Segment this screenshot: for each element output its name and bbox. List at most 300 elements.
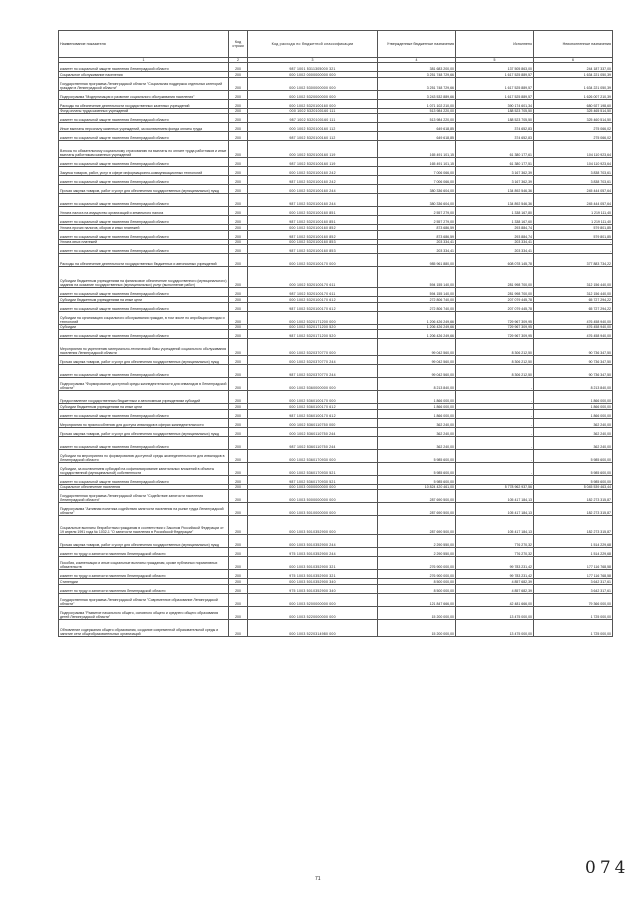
row-unexecuted-cell: 104 110 923,64 [534,158,613,167]
row-name-cell: комитет по социальной защите населения Ленинградской области [59,409,229,418]
row-classification-cell: 987 1002 5320370770 244 [248,365,378,378]
row-classification-cell: 000 1002 5320100170 611 [248,267,378,288]
row-executed-cell: 1 338 167,80 [456,207,534,216]
row-executed-cell: 99 783 231,42 [456,570,534,579]
row-name-cell: Субсидии, за исключением субсидий на софинансирование капитальных вложений в объекты государственной (муниципальной) собственности [59,462,229,475]
row-name-cell: Прочая закупка товаров, работ и услуг для обеспечения государственных (муниципальных) нужд [59,535,229,548]
row-name-cell: Обновление содержания общего образования, создание современной образовательной среды и занятие сети общеобразовательных организаций [59,619,229,636]
row-approved-cell: 1 866 000,00 [378,409,456,418]
table-row [59,475,613,484]
table-row [59,176,613,185]
row-classification-cell: 000 1002 5320100170 000 [248,254,378,267]
row-unexecuted-cell: 1 626 007 210,39 [534,90,613,99]
row-approved-cell: 5 985 600,00 [378,475,456,484]
row-code-cell: 200 [229,114,248,123]
row-code-cell: 200 [229,302,248,311]
row-name-cell: Подпрограмма "Активная политика содействия занятости населения на рынке труда Ленинградской области" [59,503,229,516]
row-classification-cell: 987 1002 5360170930 521 [248,475,378,484]
row-approved-cell: 165 491 101,15 [378,141,456,158]
header-indicator-name: Наименование показателя [59,31,229,58]
row-approved-cell: 1 071 102 210,00 [378,99,456,108]
table-header-row [59,31,613,58]
row-name-cell: Уплата прочих налогов, сборов и иных платежей [59,225,229,231]
row-executed-cell: 3 167 362,39 [456,176,534,185]
row-name-cell: комитет по труду и занятости населения Ленинградской области [59,584,229,593]
row-approved-cell: 2 557 279,00 [378,207,456,216]
table-row [59,570,613,579]
row-code-cell: 200 [229,339,248,356]
table-row [59,267,613,288]
row-code-cell: 200 [229,324,248,330]
row-name-cell: Субсидии на организацию социального обслуживания граждан, в том числе по апробации методик и технологий [59,311,229,324]
budget-execution-table [58,30,613,637]
table-row [59,409,613,418]
table-body [59,63,613,637]
column-number: 3 [248,58,378,63]
row-approved-cell: 99 042 560,00 [378,339,456,356]
row-classification-cell: 000 1002 5320100160 851 [248,207,378,216]
row-name-cell: Социальные выплаты безработным гражданам в соответствии с Законом Российской Федерации от 19 апреля 1991 года № 1032-1 "О занятости населения в Российской Федерации" [59,516,229,535]
row-unexecuted-cell: 79 366 000,00 [534,593,613,606]
row-approved-cell: 380 336 604,00 [378,185,456,194]
table-row [59,449,613,462]
table-row [59,490,613,503]
row-name-cell: Субсидии бюджетным учреждениям на иные цели [59,297,229,303]
row-code-cell: 200 [229,123,248,132]
row-code-cell: 200 [229,141,248,158]
row-code-cell: 200 [229,619,248,636]
row-classification-cell: 000 1002 5320100160 242 [248,167,378,176]
row-unexecuted-cell: 65 727 294,22 [534,302,613,311]
row-name-cell: Прочая закупка товаров, работ и услуг для обеспечения государственных (муниципальных) нужд [59,427,229,436]
row-code-cell: 200 [229,365,248,378]
row-approved-cell: 594 155 140,00 [378,267,456,288]
row-approved-cell: 1 206 426 249,66 [378,324,456,330]
row-code-cell: 200 [229,356,248,365]
row-approved-cell: 1 206 426 249,66 [378,311,456,324]
row-executed-cell: 134 892 546,36 [456,194,534,207]
table-row [59,63,613,72]
row-unexecuted-cell: 579 801,85 [534,225,613,231]
row-unexecuted-cell: 90 736 347,50 [534,365,613,378]
row-approved-cell: 362 240,00 [378,436,456,449]
row-classification-cell: 000 1003 5200000000 000 [248,593,378,606]
row-executed-cell: 13 475 000,00 [456,606,534,619]
row-name-cell: Взносы по обязательному социальному страхованию на выплаты по оплате труда работников и иные выплаты работникам казенных учреждений [59,141,229,158]
row-executed-cell: 203 334,41 [456,245,534,254]
row-unexecuted-cell: 65 727 294,22 [534,297,613,303]
row-classification-cell: 975 1003 5010352900 340 [248,584,378,593]
row-executed-cell: 137 505 863,00 [456,63,534,72]
row-unexecuted-cell: 5 985 600,00 [534,462,613,475]
row-approved-cell: 287 690 500,00 [378,503,456,516]
row-name-cell: комитет по социальной защите населения Ленинградской области [59,158,229,167]
page-number: 71 [315,876,321,882]
row-code-cell: 200 [229,409,248,418]
row-executed-cell: 188 523 705,50 [456,108,534,114]
row-name-cell: Субсидии бюджетным учреждениям на финансовое обеспечение государственного (муниципального) задания на оказание государственных (муниципальных) услуг (выполнение работ) [59,267,229,288]
row-classification-cell: 987 1002 5360110750 244 [248,436,378,449]
row-approved-cell: 594 155 140,00 [378,288,456,297]
row-executed-cell: 281 998 700,00 [456,288,534,297]
row-unexecuted-cell: 362 240,00 [534,427,613,436]
row-code-cell: 200 [229,99,248,108]
row-unexecuted-cell: 90 736 347,50 [534,339,613,356]
row-approved-cell: 10 824 420 461,00 [378,484,456,490]
column-number: 1 [59,58,229,63]
row-name-cell: комитет по социальной защите населения Ленинградской области [59,216,229,225]
row-approved-cell: 2 557 279,00 [378,216,456,225]
row-approved-cell: 272 806 740,00 [378,297,456,303]
row-approved-cell: 203 334,41 [378,245,456,254]
row-executed-cell: 776 270,32 [456,548,534,557]
row-approved-cell: 5 985 600,00 [378,462,456,475]
row-executed-cell: 8 306 212,50 [456,365,534,378]
row-name-cell: Иные выплаты персоналу казенных учреждений, за исключением фонда оплаты труда [59,123,229,132]
table-row [59,90,613,99]
row-unexecuted-cell: 90 736 347,50 [534,356,613,365]
row-name-cell: Мероприятия по приспособлению для доступа инвалидов в сферах жизнедеятельности [59,418,229,427]
row-executed-cell: 1 617 525 889,57 [456,72,534,78]
row-name-cell: Прочая закупка товаров, работ и услуг для обеспечения государственных (муниципальных) нужд [59,185,229,194]
row-code-cell: 200 [229,311,248,324]
row-code-cell: 200 [229,584,248,593]
row-name-cell: Закупка товаров, работ, услуг в сфере информационно-коммуникационных технологий [59,167,229,176]
table-row [59,503,613,516]
row-classification-cell: 000 1002 5320100160 112 [248,123,378,132]
row-approved-cell: 649 618,85 [378,132,456,141]
row-code-cell: 200 [229,378,248,391]
row-executed-cell: - [456,475,534,484]
row-executed-cell: 8 306 212,50 [456,339,534,356]
row-executed-cell: 99 783 231,42 [456,557,534,570]
row-code-cell: 200 [229,216,248,225]
row-code-cell: 200 [229,449,248,462]
row-unexecuted-cell: 476 458 940,00 [534,311,613,324]
row-name-cell: Фонд оплаты труда казенных учреждений [59,108,229,114]
row-executed-cell: 776 270,32 [456,535,534,548]
row-classification-cell: 000 1002 5360170930 521 [248,462,378,475]
row-code-cell: 200 [229,404,248,410]
row-code-cell: 200 [229,490,248,503]
table-row [59,311,613,324]
row-classification-cell: 000 1002 5300000000 000 [248,77,378,90]
row-code-cell: 200 [229,475,248,484]
row-classification-cell: 987 1002 5320100160 853 [248,245,378,254]
row-name-cell: Социальное обслуживание населения [59,72,229,78]
table-row [59,516,613,535]
row-classification-cell: 987 1002 5320100160 119 [248,158,378,167]
row-unexecuted-cell: 1 514 229,68 [534,535,613,548]
row-name-cell: комитет по социальной защите населения Ленинградской области [59,132,229,141]
table-row [59,207,613,216]
row-executed-cell: 134 892 546,36 [456,185,534,194]
row-unexecuted-cell: 3 642 317,61 [534,579,613,585]
row-code-cell: 200 [229,427,248,436]
row-approved-cell: 7 006 066,00 [378,176,456,185]
row-executed-cell: - [456,409,534,418]
row-unexecuted-cell: 362 240,00 [534,436,613,449]
row-unexecuted-cell: 377 883 734,22 [534,254,613,267]
row-classification-cell: 000 1002 5320100160 119 [248,141,378,158]
row-name-cell: комитет по социальной защите населения Ленинградской области [59,230,229,239]
row-unexecuted-cell: 104 110 923,64 [534,141,613,158]
column-number: 6 [534,58,613,63]
row-unexecuted-cell: 312 156 440,00 [534,267,613,288]
table-row [59,606,613,619]
row-classification-cell: 000 1003 5000000000 000 [248,490,378,503]
row-executed-cell: 207 079 445,78 [456,302,534,311]
row-classification-cell: 000 1002 5320171200 520 [248,324,378,330]
row-code-cell: 200 [229,516,248,535]
row-name-cell: Уплата налога на имущество организаций и земельного налога [59,207,229,216]
row-classification-cell: 000 1003 5220000000 000 [248,606,378,619]
row-classification-cell: 987 1002 5320100160 852 [248,230,378,239]
row-code-cell: 200 [229,297,248,303]
row-unexecuted-cell: 476 458 940,00 [534,330,613,339]
header-unexecuted: Неисполненные назначения [534,31,613,58]
table-row [59,185,613,194]
row-classification-cell: 000 1003 5010352900 321 [248,557,378,570]
row-classification-cell: 987 1002 5320100170 612 [248,302,378,311]
row-name-cell: комитет по социальной защите населения Ленинградской области [59,63,229,72]
row-unexecuted-cell: 1 219 111,40 [534,216,613,225]
row-code-cell: 200 [229,167,248,176]
row-classification-cell: 000 1002 5320000000 000 [248,90,378,99]
table-row [59,584,613,593]
row-approved-cell: 362 240,00 [378,427,456,436]
row-classification-cell: 000 1003 5010352900 244 [248,535,378,548]
row-code-cell: 200 [229,239,248,245]
table-row [59,141,613,158]
row-classification-cell: 000 1002 5320100160 244 [248,185,378,194]
row-name-cell: Расходы на обеспечение деятельности государственных бюджетных и автономных учреждений [59,254,229,267]
row-executed-cell: 207 079 445,78 [456,297,534,303]
row-name-cell: комитет по труду и занятости населения Ленинградской области [59,548,229,557]
row-classification-cell: 000 1002 5320100160 852 [248,225,378,231]
row-unexecuted-cell: 1 634 221 050,39 [534,77,613,90]
row-approved-cell: 15 200 000,00 [378,619,456,636]
row-classification-cell: 975 1003 5010352900 321 [248,570,378,579]
row-unexecuted-cell: 1 866 000,00 [534,409,613,418]
row-classification-cell: 987 1001 5311305000 321 [248,63,378,72]
row-approved-cell: 287 690 500,00 [378,490,456,503]
row-classification-cell: 987 1002 5320100160 111 [248,114,378,123]
row-unexecuted-cell: 177 116 768,58 [534,570,613,579]
table-row [59,557,613,570]
row-name-cell: Государственная программа Ленинградской области "Современное образование Ленинградской области" [59,593,229,606]
row-classification-cell: 000 1002 5360110750 244 [248,427,378,436]
header-line-code: Код строки [229,31,248,58]
row-unexecuted-cell: 8 213 840,00 [534,378,613,391]
row-code-cell: 200 [229,225,248,231]
row-code-cell: 200 [229,108,248,114]
row-unexecuted-cell: 275 066,02 [534,132,613,141]
header-budget-classification: Код расхода по бюджетной классификации [248,31,378,58]
archive-stamp-number: 074 [585,858,630,878]
row-code-cell: 200 [229,436,248,449]
budget-report-sheet [58,30,611,637]
row-code-cell: 200 [229,176,248,185]
table-row [59,462,613,475]
row-name-cell: Стипендии [59,579,229,585]
row-executed-cell: 729 967 309,95 [456,311,534,324]
table-row [59,391,613,404]
row-unexecuted-cell: 182 273 315,87 [534,503,613,516]
row-name-cell: Прочая закупка товаров, работ и услуг для обеспечения государственных (муниципальных) нужд [59,356,229,365]
row-code-cell: 200 [229,557,248,570]
row-executed-cell: 4 857 682,39 [456,584,534,593]
row-unexecuted-cell: 3 838 703,61 [534,167,613,176]
row-classification-cell: 987 1002 5360100170 612 [248,409,378,418]
row-classification-cell: 000 1003 5220314980 000 [248,619,378,636]
row-classification-cell: 000 1002 5320370770 244 [248,356,378,365]
row-executed-cell: 293 884,74 [456,230,534,239]
table-row [59,418,613,427]
row-executed-cell: 729 967 309,95 [456,330,534,339]
row-executed-cell: 608 078 145,78 [456,254,534,267]
row-name-cell: Подпрограмма "Развитие начального общего, основного общего и среднего общего образования детей Ленинградской области" [59,606,229,619]
row-approved-cell: 513 984 220,00 [378,108,456,114]
row-executed-cell: 3 167 362,39 [456,167,534,176]
row-executed-cell: 61 380 177,61 [456,141,534,158]
row-unexecuted-cell: 1 866 000,00 [534,391,613,404]
row-approved-cell: 1 866 000,00 [378,391,456,404]
row-approved-cell: 121 847 666,00 [378,593,456,606]
row-executed-cell: 203 334,41 [456,239,534,245]
row-executed-cell: 1 617 525 889,57 [456,90,534,99]
row-code-cell: 200 [229,194,248,207]
row-executed-cell: 105 417 184,13 [456,503,534,516]
row-code-cell: 200 [229,462,248,475]
table-row [59,123,613,132]
row-approved-cell: 165 491 101,15 [378,158,456,167]
row-name-cell: Государственная программа Ленинградской области "Социальная поддержка отдельных категорий граждан в Ленинградской области" [59,77,229,90]
table-row [59,339,613,356]
table-row [59,619,613,636]
row-approved-cell: 276 900 000,00 [378,557,456,570]
row-approved-cell: 2 290 550,00 [378,548,456,557]
row-executed-cell: - [456,449,534,462]
row-name-cell: Расходы на обеспечение деятельности государственных казенных учреждений [59,99,229,108]
row-executed-cell: 1 338 167,60 [456,216,534,225]
table-row [59,356,613,365]
row-code-cell: 200 [229,418,248,427]
row-classification-cell: 000 1002 5320100160 000 [248,99,378,108]
row-approved-cell: 8 500 000,00 [378,584,456,593]
row-classification-cell: 000 1002 5360170930 000 [248,449,378,462]
row-unexecuted-cell: 245 444 057,64 [534,185,613,194]
row-approved-cell: 99 042 560,00 [378,365,456,378]
row-approved-cell: 1 866 000,00 [378,404,456,410]
table-row [59,535,613,548]
row-classification-cell: 000 1003 5010000000 000 [248,503,378,516]
row-classification-cell: 000 1002 5360100170 612 [248,404,378,410]
row-executed-cell: 281 998 700,00 [456,267,534,288]
row-classification-cell: 000 1002 5320100160 853 [248,239,378,245]
row-executed-cell: - [456,436,534,449]
row-name-cell: комитет по социальной защите населения Ленинградской области [59,330,229,339]
table-row [59,167,613,176]
row-name-cell: комитет по социальной защите населения Ленинградской области [59,302,229,311]
row-classification-cell: 000 1002 5320100160 111 [248,108,378,114]
row-approved-cell: 362 240,00 [378,418,456,427]
header-executed: Исполнено [456,31,534,58]
row-classification-cell: 000 1002 5360000000 000 [248,378,378,391]
row-unexecuted-cell: 325 465 514,50 [534,108,613,114]
row-unexecuted-cell: 5 045 539 463,44 [534,484,613,490]
table-row [59,216,613,225]
row-approved-cell: 15 200 000,00 [378,606,456,619]
row-code-cell: 200 [229,570,248,579]
table-row [59,297,613,303]
row-executed-cell: 5 778 962 937,56 [456,484,534,490]
row-code-cell: 200 [229,579,248,585]
row-name-cell: Мероприятия по укреплению материально-технической базы учреждений социального обслуживания населения Ленинградской области [59,339,229,356]
row-name-cell: Уплата иных платежей [59,239,229,245]
row-approved-cell: 8 213 840,00 [378,378,456,391]
row-approved-cell: 272 806 740,00 [378,302,456,311]
row-unexecuted-cell: 275 066,02 [534,123,613,132]
row-name-cell: Социальное обеспечение населения [59,484,229,490]
row-code-cell: 200 [229,90,248,99]
row-code-cell: 200 [229,391,248,404]
table-row [59,436,613,449]
row-unexecuted-cell: 1 634 221 050,39 [534,72,613,78]
row-code-cell: 200 [229,230,248,239]
row-name-cell: комитет по труду и занятости населения Ленинградской области [59,570,229,579]
row-unexecuted-cell: 476 458 940,00 [534,324,613,330]
row-approved-cell: 873 686,59 [378,225,456,231]
row-executed-cell: - [456,404,534,410]
row-code-cell: 200 [229,535,248,548]
row-name-cell: комитет по социальной защите населения Ленинградской области [59,176,229,185]
row-unexecuted-cell: 680 927 198,60 [534,99,613,108]
row-name-cell: комитет по социальной защите населения Ленинградской области [59,436,229,449]
row-classification-cell: 000 1003 5010352900 340 [248,579,378,585]
row-executed-cell: 13 475 000,00 [456,619,534,636]
row-name-cell: Субсидии бюджетным учреждениям на иные цели [59,404,229,410]
row-unexecuted-cell: 177 116 768,58 [534,557,613,570]
table-row [59,99,613,108]
row-approved-cell: 649 618,85 [378,123,456,132]
row-executed-cell: - [456,391,534,404]
row-classification-cell: 987 1002 5320100160 112 [248,132,378,141]
row-code-cell: 200 [229,158,248,167]
row-name-cell: комитет по социальной защите населения Ленинградской области [59,114,229,123]
row-code-cell: 200 [229,484,248,490]
row-name-cell: Предоставление государственным бюджетным и автономным учреждениям субсидий [59,391,229,404]
table-row [59,194,613,207]
row-unexecuted-cell: 1 514 229,68 [534,548,613,557]
row-name-cell: Пособия, компенсации и иные социальные выплаты гражданам, кроме публичных нормативных обязательств [59,557,229,570]
row-unexecuted-cell: 3 642 317,61 [534,584,613,593]
row-executed-cell: 42 481 666,00 [456,593,534,606]
row-name-cell: комитет по социальной защите населения Ленинградской области [59,245,229,254]
row-approved-cell: 99 042 560,00 [378,356,456,365]
row-code-cell: 200 [229,503,248,516]
row-executed-cell: 105 417 184,13 [456,516,534,535]
row-classification-cell: 987 1002 5320171200 520 [248,330,378,339]
row-executed-cell: 188 523 705,50 [456,114,534,123]
row-approved-cell: 3 243 532 889,66 [378,90,456,99]
row-executed-cell: 8 306 212,50 [456,356,534,365]
row-classification-cell: 000 1002 5320171200 000 [248,311,378,324]
row-executed-cell: 4 857 682,39 [456,579,534,585]
table-row [59,77,613,90]
row-name-cell: Подпрограмма "Модернизация и развитие социального обслуживания населения" [59,90,229,99]
row-name-cell: комитет по социальной защите населения Ленинградской области [59,194,229,207]
